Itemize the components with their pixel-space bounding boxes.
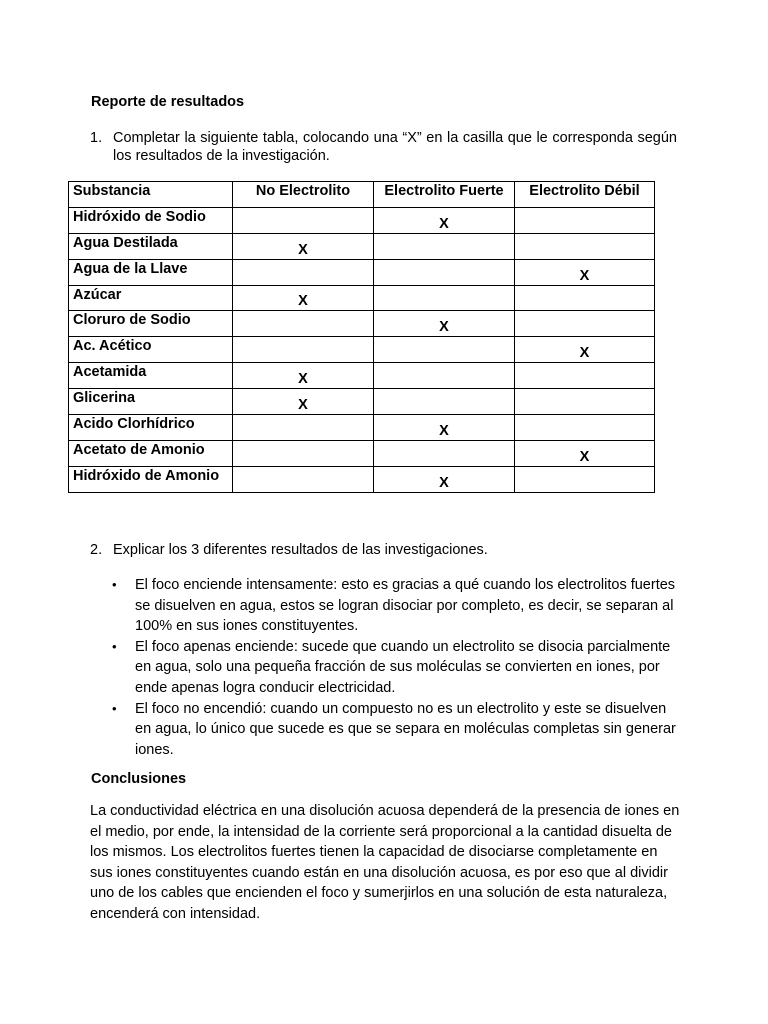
weak-electrolyte-cell (515, 415, 655, 441)
list-item-text: El foco no encendió: cuando un compuesto no es un electrolito y este se disuelven en agua, lo único que sucede es que se separa en moléculas completas sin generar iones. (135, 700, 676, 758)
substance-cell: Glicerina (69, 389, 233, 415)
report-heading: Reporte de resultados (91, 94, 245, 110)
weak-electrolyte-cell (515, 363, 655, 389)
bullet-icon: • (112, 577, 117, 592)
substance-cell: Azúcar (69, 285, 233, 311)
list-item (112, 637, 677, 699)
no-electrolyte-cell: X (233, 285, 374, 311)
strong-electrolyte-cell (374, 285, 515, 311)
weak-electrolyte-cell (515, 311, 655, 337)
weak-electrolyte-cell (515, 466, 655, 492)
weak-electrolyte-cell (515, 207, 655, 233)
conclusions-title: Conclusiones (91, 771, 187, 787)
no-electrolyte-cell (233, 337, 374, 363)
weak-electrolyte-cell: X (515, 440, 655, 466)
conclusions-text: La conductividad eléctrica en una disolución acuosa dependerá de la presencia de iones en el medio, por ende, la intensidad de la corriente será proporcional a la cantidad disuelta de los mismos. Los electrolitos fuertes tienen la capacidad de disociarse completamente en sus iones constituyentes cuando están en una disolución acuosa, es por eso que al dividir uno de los cables que encienden el foco y sumerjirlos en una solución de esta naturaleza, encenderá con intensidad. (90, 803, 680, 922)
list-item-text: El foco enciende intensamente: esto es gracias a qué cuando los electrolitos fuertes se disuelven en agua, estos se logran disociar por completo, es decir, se separan al 100% en sus iones constituyentes. (135, 577, 676, 635)
no-electrolyte-cell: X (233, 233, 374, 259)
table-row (69, 207, 655, 233)
header-weak-electrolyte: Electrolito Débil (515, 182, 655, 208)
no-electrolyte-cell (233, 259, 374, 285)
table-row (69, 440, 655, 466)
strong-electrolyte-cell (374, 233, 515, 259)
no-electrolyte-cell: X (233, 363, 374, 389)
results-explanation-list (112, 575, 677, 760)
no-electrolyte-cell: X (233, 389, 374, 415)
list-item-text: El foco apenas enciende: sucede que cuando un electrolito se disocia parcialmente en agua, solo una pequeña fracción de sus moléculas se convierten en iones, por ende apenas logra conducir electricidad. (135, 638, 671, 696)
results-table (68, 181, 655, 493)
table-row (69, 311, 655, 337)
bullet-icon: • (112, 638, 117, 654)
strong-electrolyte-cell (374, 363, 515, 389)
strong-electrolyte-cell (374, 337, 515, 363)
table-row (69, 389, 655, 415)
item-text: Explicar los 3 diferentes resultados de las investigaciones. (113, 542, 488, 558)
weak-electrolyte-cell (515, 285, 655, 311)
no-electrolyte-cell (233, 207, 374, 233)
strong-electrolyte-cell: X (374, 311, 515, 337)
table-header-row (69, 182, 655, 208)
substance-cell: Agua Destilada (69, 233, 233, 259)
no-electrolyte-cell (233, 311, 374, 337)
substance-cell: Hidróxido de Sodio (69, 207, 233, 233)
no-electrolyte-cell (233, 440, 374, 466)
item-text: Completar la siguiente tabla, colocando una “X” en la casilla que le corresponda según los resultados de la investigación. (113, 130, 677, 164)
table-row (69, 259, 655, 285)
item-number: 2. (90, 542, 103, 558)
header-no-electrolyte: No Electrolito (233, 182, 374, 208)
substance-cell: Acetato de Amonio (69, 440, 233, 466)
table-body (69, 207, 655, 492)
substance-cell: Hidróxido de Amonio (69, 466, 233, 492)
table-row (69, 337, 655, 363)
strong-electrolyte-cell: X (374, 415, 515, 441)
item-number: 1. (90, 130, 103, 146)
substance-cell: Agua de la Llave (69, 259, 233, 285)
weak-electrolyte-cell (515, 389, 655, 415)
table-row (69, 363, 655, 389)
header-substance: Substancia (69, 182, 233, 208)
substance-cell: Ac. Acético (69, 337, 233, 363)
no-electrolyte-cell (233, 466, 374, 492)
weak-electrolyte-cell: X (515, 337, 655, 363)
substance-cell: Acetamida (69, 363, 233, 389)
list-item (112, 699, 677, 761)
table-row (69, 285, 655, 311)
weak-electrolyte-cell (515, 233, 655, 259)
strong-electrolyte-cell: X (374, 207, 515, 233)
table-row (69, 233, 655, 259)
strong-electrolyte-cell (374, 440, 515, 466)
no-electrolyte-cell (233, 415, 374, 441)
header-strong-electrolyte: Electrolito Fuerte (374, 182, 515, 208)
list-item (112, 575, 677, 637)
substance-cell: Acido Clorhídrico (69, 415, 233, 441)
strong-electrolyte-cell: X (374, 466, 515, 492)
substance-cell: Cloruro de Sodio (69, 311, 233, 337)
weak-electrolyte-cell: X (515, 259, 655, 285)
table-row (69, 466, 655, 492)
strong-electrolyte-cell (374, 259, 515, 285)
table-row (69, 415, 655, 441)
bullet-icon: • (112, 700, 117, 716)
strong-electrolyte-cell (374, 389, 515, 415)
